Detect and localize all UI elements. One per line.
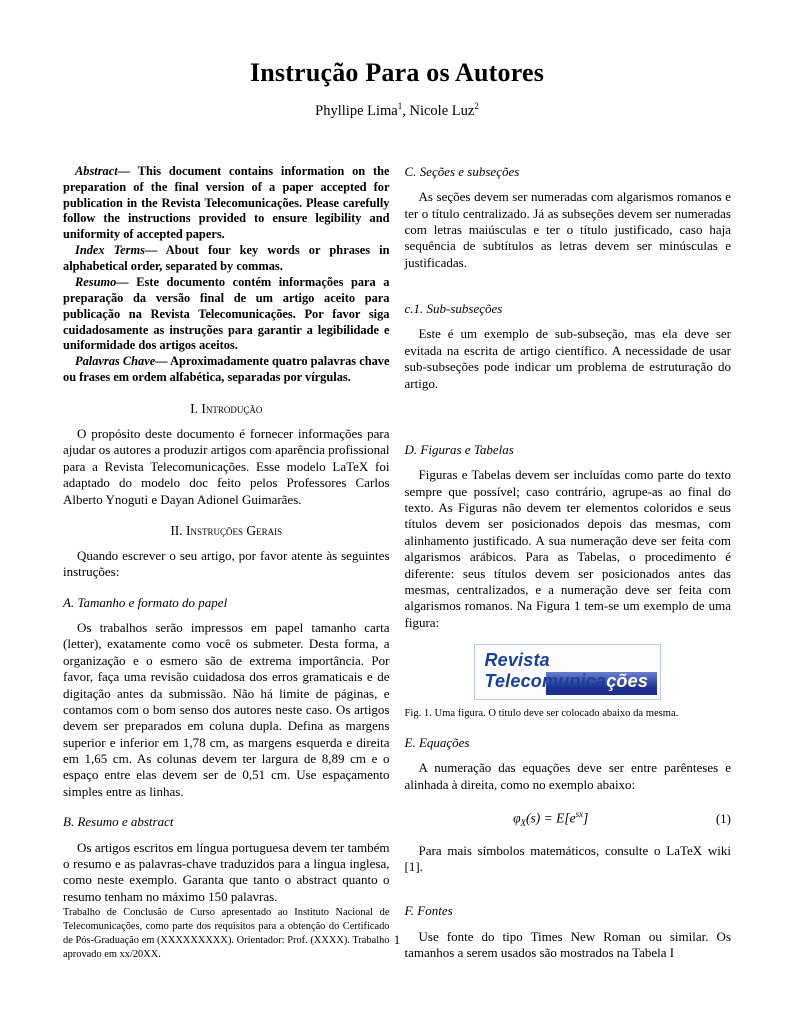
authors-line <box>63 101 731 120</box>
author-1-name: Phyllipe Lima <box>315 102 398 119</box>
resumo-label: Resumo— <box>75 274 129 289</box>
equation-body <box>405 809 698 830</box>
equation-superscript: sx <box>575 809 584 820</box>
two-column-body <box>63 164 731 962</box>
equation-subscript: X <box>520 818 527 829</box>
index-terms-paragraph <box>63 243 390 275</box>
instrucoes-gerais-paragraph: Quando escrever o seu artigo, por favor atente às seguintes instruções: <box>63 547 390 580</box>
equation-number: (1) <box>715 811 731 827</box>
index-terms-text: About four key words or phrases in alphabetical order, separated by commas. <box>63 243 390 274</box>
paper-title: Instrução Para os Autores <box>249 58 545 87</box>
equacoes-paragraph: A numeração das equações deve ser entre parênteses e alinhada à direita, como no exemplo abaixo: <box>404 760 731 792</box>
equation-end: ] <box>583 810 589 826</box>
logo-word-revista: Revista <box>484 650 550 671</box>
author-1-affiliation-mark: 1 <box>397 101 403 111</box>
resumo-paragraph <box>63 275 390 354</box>
abstract-paragraph <box>63 164 390 243</box>
abstract-label: Abstract— <box>75 163 131 178</box>
resumo-text: Este documento contém informações para a preparação da versão final de um artigo aceito para publicação na Revista Telecomunicações. Por favor siga cuidadosamente as instruções para garantir a legibilidade e uniformidade dos artigos aceitos. <box>63 274 390 353</box>
thanks-footnote: Trabalho de Conclusão de Curso apresentado ao Instituto Nacional de Telecomunicações, como parte dos requisitos para a obtenção do Certificado de Pós-Graduação em (XXXXXXXXX). Orientador: Prof. (XXXX). Trabalho aprovado em xx/20XX. <box>63 907 390 960</box>
logo-word-part-white: ções <box>606 671 649 692</box>
figure-1-caption: Fig. 1. Uma figura. O título deve ser colocado abaixo da mesma. <box>404 707 679 719</box>
figuras-tabelas-paragraph: Figuras e Tabelas devem ser incluídas como parte do texto sempre que possível; caso contrário, agrupe-as ao final do texto. As Figuras não devem ter elementos coloridos e seus títulos devem ser posicionados depois das mesmas, com alinhamento justificado. A sua numeração deve ser feita com algarismos arábicos. Para as Tabelas, o procedimento é diferente: seus títulos devem ser posicionados antes das mesmas, centralizados, e a numeração deve ser feita com algarismos romanos. Na Figura 1 tem-se um exemplo de uma figura: <box>404 467 731 630</box>
equation-middle: (s) = E[e <box>526 810 576 826</box>
subsection-heading-tamanho-papel: A. Tamanho e formato do papel <box>63 594 228 610</box>
equation-1 <box>405 809 732 830</box>
equacoes-paragraph-2: Para mais símbolos matemáticos, consulte o LaTeX wiki [1]. <box>404 842 731 874</box>
author-2-name: Nicole Luz <box>409 102 475 119</box>
abstract-text: This document contains information on the preparation of the final version of a paper accepted for publication in the Revista Telecomunicações. Please carefully follow the instructions provided to ensure legibility and uniformity of accepted papers. <box>63 163 390 242</box>
author-separator: , <box>402 102 410 119</box>
subsubsection-heading-sub-subsecoes: c.1. Sub-subseções <box>404 301 503 317</box>
palavras-chave-label: Palavras Chave— <box>75 354 168 369</box>
secoes-paragraph: As seções devem ser numeradas com algarismos romanos e ter o título centralizado. Já as subseções devem ser numeradas com letras maiúsculas e ter o título justificado, caso haja sequência de subtítulos as letras devem ser minúsculas e justificadas. <box>404 189 731 270</box>
logo-word-telecomunicacoes <box>484 671 648 692</box>
palavras-chave-text: Aproximadamente quatro palavras chave ou frases em ordem alfabética, separadas por vírgulas. <box>63 354 390 385</box>
page-number: 1 <box>393 932 401 947</box>
subsection-heading-resumo-abstract: B. Resumo e abstract <box>63 814 174 830</box>
logo-word-part-blue: Telecomunica <box>484 671 607 692</box>
sub-subsecoes-paragraph: Este é um exemplo de sub-subseção, mas ela deve ser evitada na escrita de artigo científico. A necessidade de usar sub-subseções pode indicar um problema de estruturação do artigo. <box>404 326 731 391</box>
figure-1 <box>405 644 732 699</box>
subsection-heading-equacoes: E. Equações <box>404 734 470 750</box>
revista-telecomunicacoes-logo <box>474 644 661 699</box>
palavras-chave-paragraph <box>63 354 390 386</box>
section-heading-instrucoes-gerais: II. Instruções Gerais <box>170 522 283 538</box>
left-column <box>63 164 390 962</box>
resumo-abstract-paragraph: Os artigos escritos em língua portuguesa devem ter também o resumo e as palavras-chave traduzidos para a língua inglesa, como neste exemplo. Garanta que tanto o abstract quanto o resumo tenham no máximo 150 palavras. <box>63 839 390 904</box>
fontes-paragraph: Use fonte do tipo Times New Roman ou similar. Os tamanhos a serem usados são mostrados na Tabela I <box>404 928 731 961</box>
index-terms-label: Index Terms— <box>75 243 158 258</box>
section-heading-introducao: I. Introdução <box>190 401 263 417</box>
subsection-heading-secoes: C. Seções e subseções <box>404 163 520 179</box>
author-2-affiliation-mark: 2 <box>474 101 479 111</box>
equation-phi: φ <box>513 810 521 826</box>
tamanho-papel-paragraph: Os trabalhos serão impressos em papel tamanho carta (letter), exatamente como você os submeter. Desta forma, a organização e o esmero são de extrema importância. Por favor, faça uma revisão cuidadosa dos erros gramaticais e de digitação antes da submissão. Não há limite de páginas, e contamos com o bom senso dos autores neste caso. Os artigos devem ser preparados em coluna dupla. Defina as margens superior e inferior em 1,78 cm, as margens esquerda e direita em 1,65 cm. As colunas devem ter largura de 8,89 cm e o espaço entre elas devem ser de 0,51 cm. Use espaçamento simples entre as linhas. <box>63 620 390 799</box>
right-column <box>405 164 732 962</box>
subsection-heading-fontes: F. Fontes <box>404 903 453 919</box>
introducao-paragraph: O propósito deste documento é fornecer informações para ajudar os autores a produzir artigos com aparência profissional para a Revista Telecomunicações. Esse modelo LaTeX foi adaptado do modelo doc feito pelos Professores Carlos Alberto Ynoguti e Dayan Adionel Guimarães. <box>63 426 390 507</box>
subsection-heading-figuras-tabelas: D. Figuras e Tabelas <box>404 441 514 457</box>
